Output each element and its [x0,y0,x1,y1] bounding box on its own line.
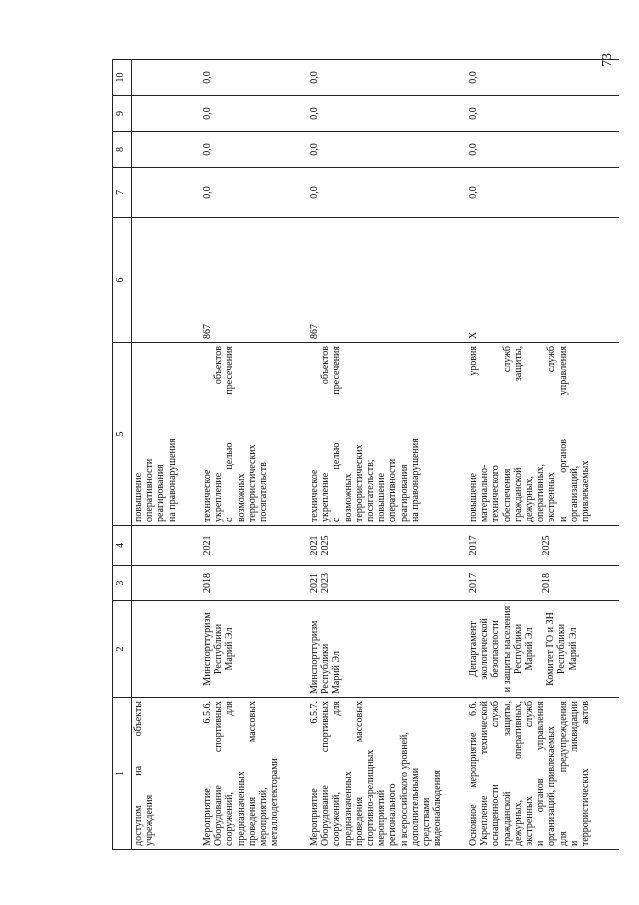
cell-line: повышение [376,472,388,522]
column-header: 3 [113,566,132,601]
cell-line: обеспечения служб [501,346,513,522]
table-row [303,60,462,850]
start-year-cell [132,566,197,601]
cell-gap [479,529,541,562]
cell-line: оперативности [144,458,156,522]
table-row [196,60,303,850]
cell-line: проведения массовых [353,701,365,846]
measure-name-cell [303,698,462,850]
cell-line: посягательств [257,462,269,522]
column-header: 9 [113,96,132,132]
cell-line: на правонарушения [166,438,178,522]
cell-line: Республики [213,623,225,675]
value-cell: 0,0 [303,96,462,132]
indicator-cell: 867 [303,218,462,343]
value-cell: 0,0 [196,96,303,132]
cell-line: техническое [309,469,320,522]
cell-line: укрепление объектов [320,346,332,522]
cell-line: технического [490,465,502,522]
end-year-cell [462,526,619,566]
cell-line: регионального [387,783,399,846]
cell-line: Оборудование спортивных [320,701,332,846]
table-row [462,60,619,850]
cell-line: техническое [202,469,213,522]
cell-line: Марий Эл [523,627,535,671]
cell-gap [535,604,545,694]
value-cell: 0,0 [303,168,462,218]
measure-name-cell [132,698,197,850]
cell-line: оснащенности служб [490,701,502,846]
table-row [132,60,197,850]
cell-line: возможных [342,473,354,522]
cell-line: и защиты населения [501,605,513,693]
cell-line: 2021 [309,573,320,593]
cell-line: безопасности [490,620,502,678]
cell-line: Мероприятие 6.5.6. [202,701,213,846]
cell-line: 2025 [541,535,553,556]
cell-line: видеонаблюдения [432,769,444,846]
cell-line: спортивно-зрелищных [364,749,376,846]
cell-line: средствами [420,797,432,846]
cell-line: Минспорттуризм [309,620,320,694]
value-cell: 0,0 [462,132,619,168]
cell-line: оперативных, [535,464,547,522]
cell-line: и всероссийского уровней, [398,732,410,846]
cell-line: повышение уровня [468,346,479,522]
cell-line: оперативности [387,458,399,522]
cell-line: с целью пресечения [331,346,343,522]
value-cell [132,96,197,132]
expected-result-cell [132,343,197,526]
cell-line: 2021 [202,535,213,556]
value-cell [132,168,197,218]
cell-line: реагирования [398,464,410,522]
value-cell: 0,0 [462,168,619,218]
cell-line: материально- [479,464,491,522]
cell-line: и ликвидации [568,701,580,846]
cell-line: Республики [556,623,568,675]
cell-line: Марий Эл [331,651,343,694]
cell-line: предназначенных [235,771,247,846]
value-cell: 0,0 [196,168,303,218]
cell-line: Марий Эл [224,627,236,671]
cell-line: террористических [353,444,365,522]
cell-line: на правонарушения [409,438,421,522]
cell-line: Комитет ГО и ЗН [545,612,557,686]
cell-line: экстренных служб [546,346,558,522]
cell-line: 2017 [468,573,479,593]
cell-line: для предупреждения [557,701,569,846]
cell-line: экологической [479,618,491,680]
cell-line: с целью пресечения [224,346,236,522]
column-header: 10 [113,60,132,96]
cell-line: гражданской защиты, [512,346,524,522]
cell-line: доступом на объекты [133,701,144,846]
column-header: 2 [113,601,132,698]
cell-line: террористических [246,444,258,522]
value-cell: 0,0 [462,96,619,132]
start-year-cell [196,566,303,601]
cell-line: повышение [133,472,144,522]
expected-result-cell [303,343,462,526]
cell-line: 2021 [309,535,320,556]
cell-line: привлекаемых [579,460,591,522]
column-header: 4 [113,526,132,566]
cell-line: Марий Эл [567,627,579,671]
cell-line: проведения массовых [246,701,258,846]
expected-result-cell [196,343,303,526]
cell-line: 2023 [320,573,332,593]
cell-line: реагирования [155,464,167,522]
executor-cell [462,601,619,698]
executor-cell [132,601,197,698]
cell-line: гражданской защиты, [501,701,513,846]
cell-line: укрепление объектов [213,346,225,522]
column-header: 5 [113,343,132,526]
cell-line: террористических актов [579,701,591,846]
cell-line: организаций, привлекаемых [546,725,558,846]
cell-gap [479,569,541,597]
value-cell [132,132,197,168]
indicator-cell: 867 [196,218,303,343]
cell-line: сооружений, для [224,701,236,846]
cell-line: 2025 [320,535,332,556]
cell-line: Мероприятие 6.5.7. [309,701,320,846]
program-measures-table [112,59,619,850]
expected-result-cell [462,343,619,526]
page-number: 73 [600,53,615,67]
rotated-table-container [112,60,599,850]
cell-line: дежурных, [523,475,535,522]
cell-line: сооружений, для [331,701,343,846]
start-year-cell [303,566,462,601]
cell-line: Оборудование спортивных [213,701,225,846]
executor-cell [303,601,462,698]
indicator-cell [132,218,197,343]
cell-line: предназначенных [342,771,354,846]
cell-line: и органов управления [557,346,569,522]
column-header: 7 [113,168,132,218]
cell-line: Укрепление технической [479,701,491,846]
value-cell: 0,0 [196,132,303,168]
value-cell: 0,0 [303,132,462,168]
cell-line: посягательств; [364,459,376,522]
end-year-cell [303,526,462,566]
cell-line: дежурных, оперативных, [512,701,524,846]
cell-line: Республики [512,623,524,675]
cell-line: металлодетекторами [269,758,281,846]
measure-name-cell [196,698,303,850]
table-header-row [113,60,132,850]
cell-line: мероприятий [376,789,388,846]
column-header: 6 [113,218,132,343]
executor-cell [196,601,303,698]
cell-line: дополнительными [409,767,421,846]
cell-line: мероприятий, [257,787,269,846]
indicator-cell: X [462,218,619,343]
end-year-cell [196,526,303,566]
value-cell: 0,0 [196,60,303,96]
end-year-cell [132,526,197,566]
cell-line: 2018 [541,573,553,593]
cell-line: Республики [320,643,332,694]
cell-line: Основное мероприятие 6.6. [468,701,479,846]
column-header: 1 [113,698,132,850]
cell-line: возможных [235,473,247,522]
cell-line: 2018 [202,573,213,593]
cell-line: и органов управления [535,701,547,846]
cell-line: Минспорттуризм [202,612,213,686]
start-year-cell [462,566,619,601]
value-cell [132,60,197,96]
cell-line: 2017 [468,535,479,556]
value-cell: 0,0 [303,60,462,96]
cell-line: экстренных служб [523,701,535,846]
value-cell: 0,0 [462,60,619,96]
measure-name-cell [462,698,619,850]
cell-line: организаций, [568,465,580,522]
cell-line: Департамент [468,621,479,677]
cell-line: учреждения [144,794,156,846]
column-header: 8 [113,132,132,168]
